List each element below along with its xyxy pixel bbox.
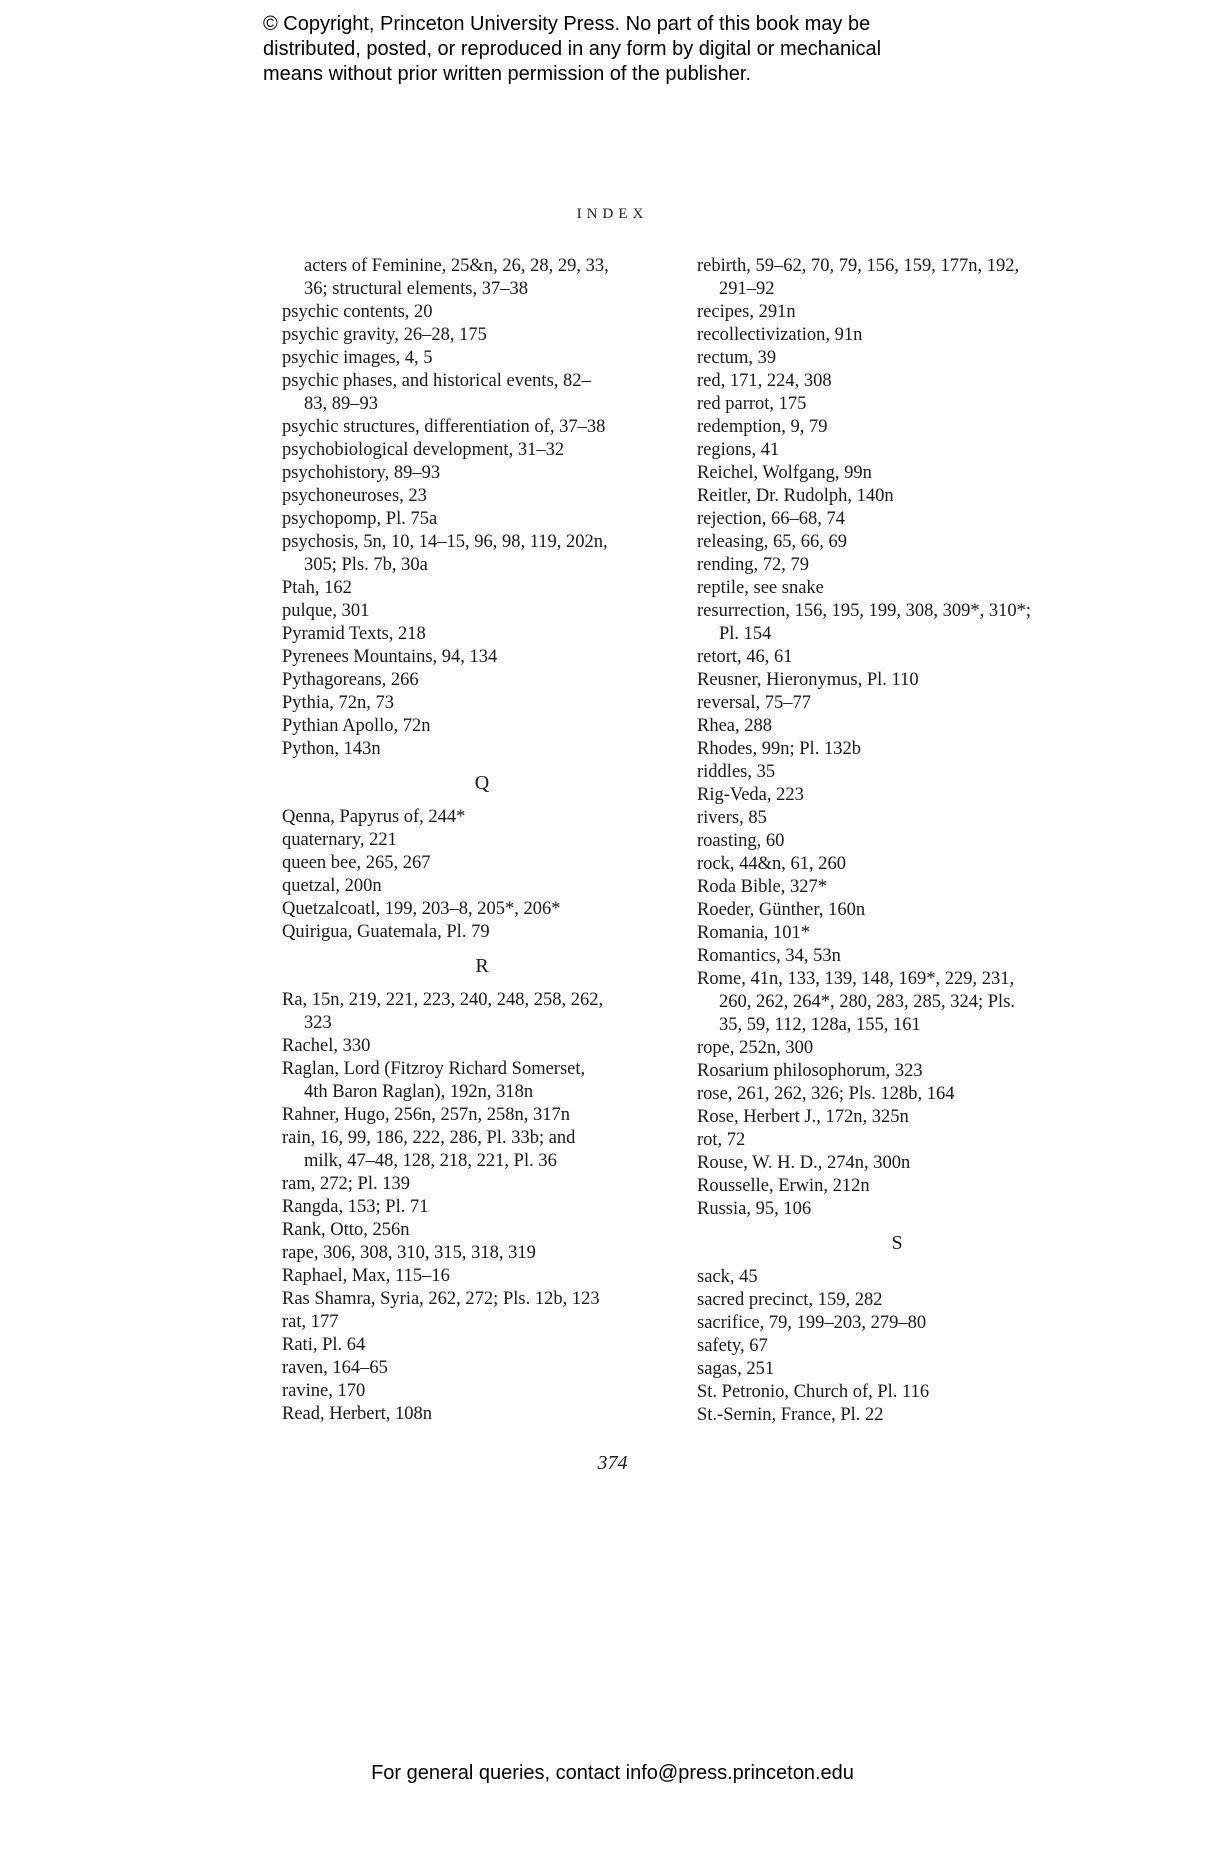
index-section-heading: R (475, 955, 489, 977)
index-entry: rope, 252n, 300 (697, 1038, 814, 1058)
index-entry: retort, 46, 61 (697, 647, 793, 667)
index-entry-continuation: 4th Baron Raglan), 192n, 318n (304, 1082, 534, 1102)
index-entry-continuation: 323 (304, 1013, 332, 1033)
index-entry: Ras Shamra, Syria, 262, 272; Pls. 12b, 123 (282, 1289, 600, 1309)
index-entry: Rosarium philosophorum, 323 (697, 1061, 923, 1081)
index-entry: psychic structures, differentiation of, 37–38 (282, 417, 606, 437)
index-entry: ram, 272; Pl. 139 (282, 1174, 410, 1194)
index-entry: Rhea, 288 (697, 716, 773, 736)
index-entry: regions, 41 (697, 440, 780, 460)
index-entry-continuation: Pl. 154 (719, 624, 772, 644)
index-entry: releasing, 65, 66, 69 (697, 532, 848, 552)
index-entry: quaternary, 221 (282, 830, 397, 850)
index-entry: Rig-Veda, 223 (697, 785, 804, 805)
index-entry-continuation: 291–92 (719, 279, 775, 299)
index-entry: Raglan, Lord (Fitzroy Richard Somerset, (282, 1059, 586, 1079)
index-entry: recollectivization, 91n (697, 325, 863, 345)
index-entry: rot, 72 (697, 1130, 746, 1150)
index-entry: resurrection, 156, 195, 199, 308, 309*, 310*; (697, 601, 1031, 621)
index-entry: Rank, Otto, 256n (282, 1220, 410, 1240)
index-entry: red, 171, 224, 308 (697, 371, 832, 391)
index-entry: psychoneuroses, 23 (282, 486, 427, 506)
index-entry: redemption, 9, 79 (697, 417, 828, 437)
index-entry: Ra, 15n, 219, 221, 223, 240, 248, 258, 262, (282, 990, 604, 1010)
index-entry-continuation: 260, 262, 264*, 280, 283, 285, 324; Pls. (719, 992, 1016, 1012)
index-entry: Reitler, Dr. Rudolph, 140n (697, 486, 894, 506)
index-entry-continuation: 305; Pls. 7b, 30a (304, 555, 428, 575)
index-entry: sagas, 251 (697, 1359, 775, 1379)
index-entry: Rose, Herbert J., 172n, 325n (697, 1107, 909, 1127)
index-entry: raven, 164–65 (282, 1358, 388, 1378)
index-entry: St. Petronio, Church of, Pl. 116 (697, 1382, 930, 1402)
index-entry: Roda Bible, 327* (697, 877, 828, 897)
page-number: 374 (597, 1452, 628, 1474)
index-entry: Rati, Pl. 64 (282, 1335, 366, 1355)
index-entry: Reichel, Wolfgang, 99n (697, 463, 872, 483)
index-entry: psychic images, 4, 5 (282, 348, 433, 368)
index-entry: Rome, 41n, 133, 139, 148, 169*, 229, 231, (697, 969, 1015, 989)
index-entry: psychosis, 5n, 10, 14–15, 96, 98, 119, 202n, (282, 532, 608, 552)
index-entry: rebirth, 59–62, 70, 79, 156, 159, 177n, 192, (697, 256, 1020, 276)
index-entry: Rachel, 330 (282, 1036, 371, 1056)
index-entry: pulque, 301 (282, 601, 370, 621)
index-entry: riddles, 35 (697, 762, 776, 782)
index-entry: safety, 67 (697, 1336, 768, 1356)
index-entry: reversal, 75–77 (697, 693, 812, 713)
index-entry: queen bee, 265, 267 (282, 853, 431, 873)
copyright-line: means without prior written permission of the publisher. (263, 63, 752, 85)
index-entry: psychic gravity, 26–28, 175 (282, 325, 487, 345)
running-head: INDEX (576, 206, 649, 222)
index-entry: psychic contents, 20 (282, 302, 433, 322)
index-entry: psychobiological development, 31–32 (282, 440, 565, 460)
index-entry: rock, 44&n, 61, 260 (697, 854, 847, 874)
index-entry: Qenna, Papyrus of, 244* (282, 807, 466, 827)
index-entry: red parrot, 175 (697, 394, 807, 414)
index-entry: Python, 143n (282, 739, 381, 759)
index-entry: rectum, 39 (697, 348, 777, 368)
index-entry: rain, 16, 99, 186, 222, 286, Pl. 33b; and (282, 1128, 576, 1148)
copyright-notice (263, 12, 1023, 87)
index-entry: roasting, 60 (697, 831, 785, 851)
index-column-left (282, 255, 682, 1426)
index-entry: psychopomp, Pl. 75a (282, 509, 438, 529)
index-entry: rejection, 66–68, 74 (697, 509, 845, 529)
index-column-right (697, 255, 1097, 1427)
index-entry: Raphael, Max, 115–16 (282, 1266, 450, 1286)
index-entry-continuation: 83, 89–93 (304, 394, 378, 414)
index-entry: sacred precinct, 159, 282 (697, 1290, 883, 1310)
index-entry: sacrifice, 79, 199–203, 279–80 (697, 1313, 927, 1333)
index-entry: sack, 45 (697, 1267, 758, 1287)
index-entry-continuation: milk, 47–48, 128, 218, 221, Pl. 36 (304, 1151, 557, 1171)
index-entry: Rouse, W. H. D., 274n, 300n (697, 1153, 911, 1173)
index-entry: Pythia, 72n, 73 (282, 693, 395, 713)
index-entry: Russia, 95, 106 (697, 1199, 812, 1219)
index-entry: psychohistory, 89–93 (282, 463, 441, 483)
index-entry: rat, 177 (282, 1312, 339, 1332)
index-section-heading: S (891, 1232, 903, 1254)
index-entry: quetzal, 200n (282, 876, 382, 896)
index-entry: Romania, 101* (697, 923, 811, 943)
index-entry: Romantics, 34, 53n (697, 946, 841, 966)
copyright-line: distributed, posted, or reproduced in any form by digital or mechanical (263, 38, 882, 60)
index-entry: Quetzalcoatl, 199, 203–8, 205*, 206* (282, 899, 561, 919)
index-entry-continuation: acters of Feminine, 25&n, 26, 28, 29, 33, (304, 256, 609, 276)
index-section-heading: Q (474, 772, 490, 794)
index-entry: Rhodes, 99n; Pl. 132b (697, 739, 861, 759)
index-entry: Reusner, Hieronymus, Pl. 110 (697, 670, 919, 690)
index-entry: Pyrenees Mountains, 94, 134 (282, 647, 498, 667)
index-entry: Rahner, Hugo, 256n, 257n, 258n, 317n (282, 1105, 571, 1125)
index-entry: Rousselle, Erwin, 212n (697, 1176, 870, 1196)
index-entry: reptile, see snake (697, 578, 824, 598)
index-entry: Quirigua, Guatemala, Pl. 79 (282, 922, 490, 942)
index-entry: Pythian Apollo, 72n (282, 716, 431, 736)
index-entry: Pyramid Texts, 218 (282, 624, 426, 644)
index-entry-continuation: 36; structural elements, 37–38 (304, 279, 529, 299)
index-entry: Ptah, 162 (282, 578, 352, 598)
copyright-line: © Copyright, Princeton University Press. No part of this book may be (263, 13, 871, 35)
index-entry: Roeder, Günther, 160n (697, 900, 866, 920)
index-entry: rape, 306, 308, 310, 315, 318, 319 (282, 1243, 536, 1263)
index-entry: rose, 261, 262, 326; Pls. 128b, 164 (697, 1084, 955, 1104)
index-entry-continuation: 35, 59, 112, 128a, 155, 161 (719, 1015, 921, 1035)
index-entry: Pythagoreans, 266 (282, 670, 419, 690)
index-entry: Rangda, 153; Pl. 71 (282, 1197, 429, 1217)
index-entry: ravine, 170 (282, 1381, 366, 1401)
index-entry: Read, Herbert, 108n (282, 1404, 433, 1424)
index-entry: psychic phases, and historical events, 82– (282, 371, 591, 391)
footer-contact: For general queries, contact info@press.princeton.edu (371, 1762, 854, 1784)
index-entry: rending, 72, 79 (697, 555, 810, 575)
index-entry: rivers, 85 (697, 808, 767, 828)
index-entry: recipes, 291n (697, 302, 796, 322)
index-entry: St.-Sernin, France, Pl. 22 (697, 1405, 884, 1425)
